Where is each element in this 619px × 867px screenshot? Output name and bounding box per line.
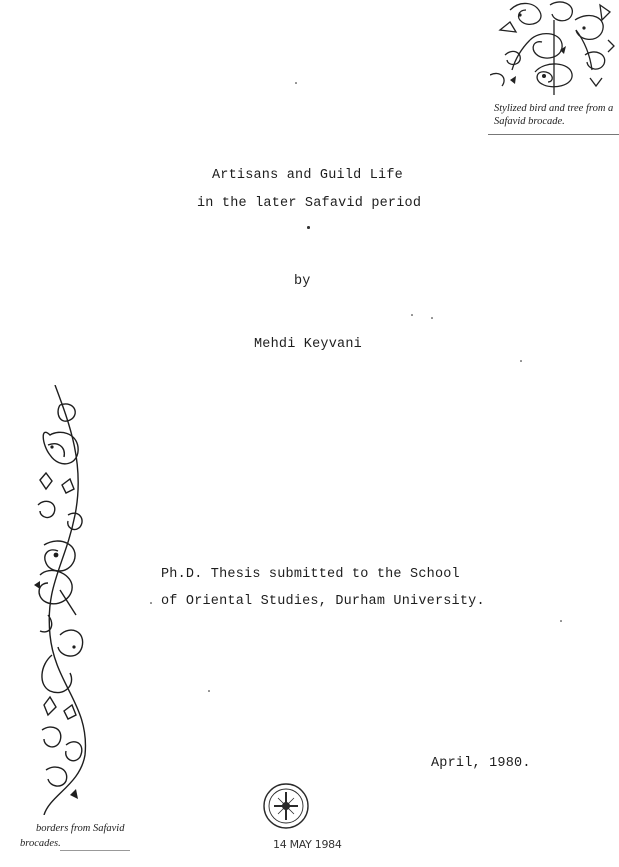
submission-date: April, 1980. xyxy=(431,756,531,771)
scan-speck xyxy=(560,620,562,622)
thesis-title-line-2: in the later Safavid period xyxy=(197,196,422,211)
top-caption-rule xyxy=(488,134,619,135)
bottom-caption-line-1: borders from Safavid xyxy=(36,823,125,834)
scan-speck xyxy=(150,602,152,604)
scan-speck xyxy=(295,82,297,84)
scan-speck xyxy=(431,317,433,319)
library-stamp-date: 14 MAY 1984 xyxy=(273,838,342,851)
top-caption-line-2: Safavid brocade. xyxy=(494,116,565,127)
bottom-caption-line-2: brocades. xyxy=(20,838,61,849)
author-name: Mehdi Keyvani xyxy=(254,337,362,352)
thesis-statement-line-1: Ph.D. Thesis submitted to the School xyxy=(161,567,460,582)
thesis-statement-line-2: of Oriental Studies, Durham University. xyxy=(161,594,485,609)
top-caption-line-1: Stylized bird and tree from a xyxy=(494,103,614,114)
thesis-title-line-1: Artisans and Guild Life xyxy=(212,168,403,183)
safavid-floral-border xyxy=(30,385,92,815)
scan-speck xyxy=(208,690,210,692)
scan-speck xyxy=(307,226,310,229)
library-seal-icon xyxy=(262,782,310,830)
scan-speck xyxy=(520,360,522,362)
bottom-caption-rule xyxy=(60,850,130,851)
scan-speck xyxy=(411,314,413,316)
brocade-bird-tree-illustration xyxy=(490,0,619,95)
by-label: by xyxy=(294,274,311,289)
top-illustration-caption xyxy=(494,102,613,128)
bottom-border-caption xyxy=(20,822,124,850)
